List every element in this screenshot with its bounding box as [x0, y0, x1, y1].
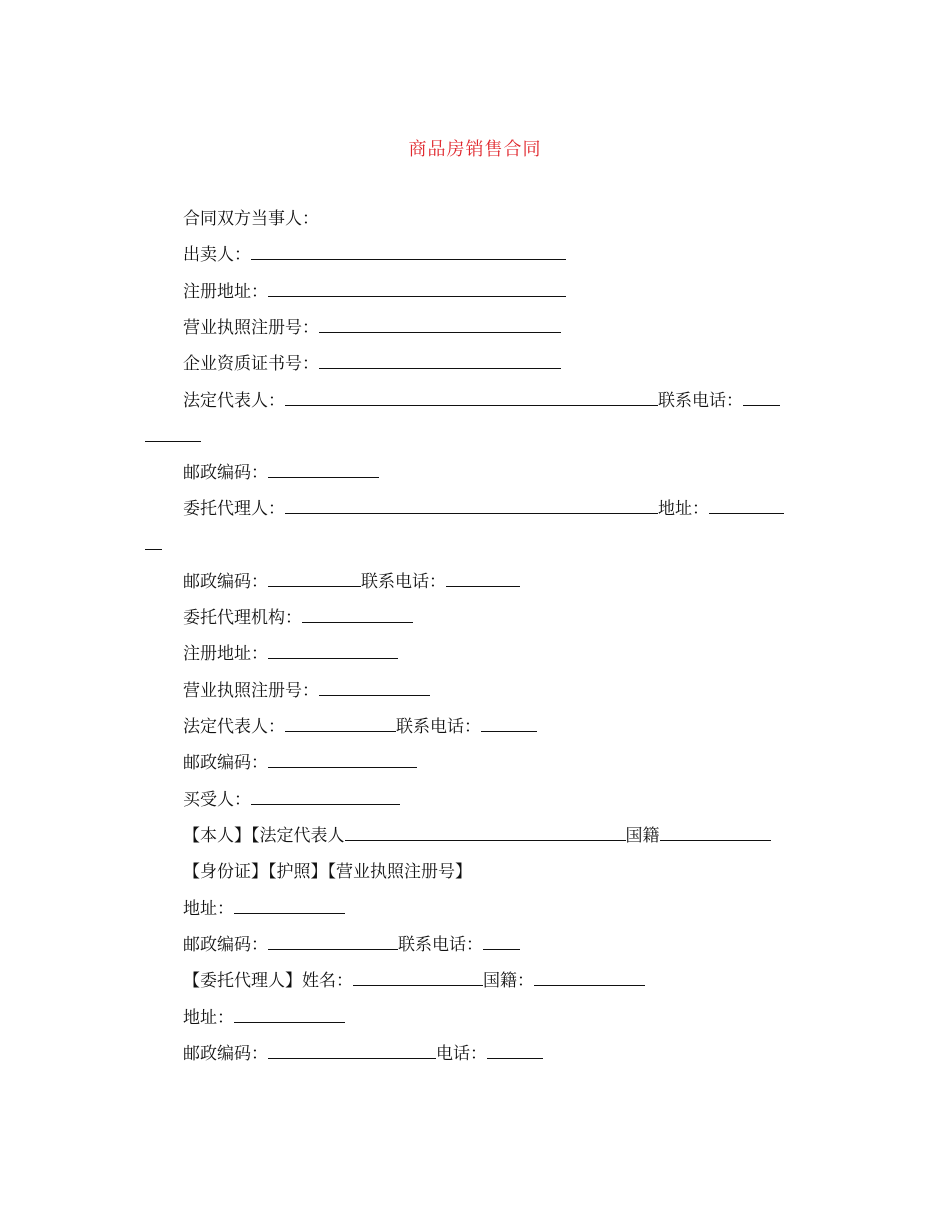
seller-legal-rep-blank[interactable]: [285, 389, 658, 406]
buyer-agent-name-blank[interactable]: [353, 969, 483, 986]
agency-license-blank[interactable]: [319, 679, 430, 696]
seller-phone-blank[interactable]: [743, 389, 780, 406]
agency-postcode-blank[interactable]: [268, 751, 417, 768]
agency-legal-rep-line: 法定代表人： 联系电话：: [183, 715, 537, 739]
buyer-postcode-line: 邮政编码： 联系电话：: [183, 933, 520, 957]
buyer-agent-nationality-blank[interactable]: [534, 969, 645, 986]
buyer-address-line: 地址：: [183, 897, 345, 921]
seller-agent-address-continuation: [145, 533, 162, 557]
agency-legal-rep-blank[interactable]: [285, 715, 396, 732]
seller-agent-blank[interactable]: [285, 497, 658, 514]
buyer-identity-line: 【本人】【法定代表人 国籍: [183, 824, 771, 848]
seller-agent-postcode-blank[interactable]: [268, 570, 361, 587]
parties-heading: 合同双方当事人：: [183, 209, 319, 229]
seller-address-blank[interactable]: [268, 280, 566, 297]
seller-license-blank[interactable]: [319, 316, 561, 333]
agency-address-blank[interactable]: [268, 642, 398, 659]
seller-blank[interactable]: [251, 243, 566, 260]
buyer-agent-phone-blank[interactable]: [487, 1042, 543, 1059]
seller-agent-line: 委托代理人： 地址：: [183, 497, 784, 521]
seller-phone-continuation: [145, 425, 201, 449]
buyer-agent-postcode-blank[interactable]: [268, 1042, 436, 1059]
seller-agent-postcode-line: 邮政编码： 联系电话：: [183, 570, 520, 594]
seller-postcode-line: 邮政编码：: [183, 461, 379, 485]
buyer-agent-address-line: 地址：: [183, 1006, 345, 1030]
seller-legal-rep-line: 法定代表人： 联系电话：: [183, 389, 780, 413]
agency-blank[interactable]: [302, 606, 413, 623]
seller-license-line: 营业执照注册号：: [183, 316, 561, 340]
seller-agent-address-blank[interactable]: [709, 497, 784, 514]
document-title: 商品房销售合同: [408, 139, 542, 160]
buyer-nationality-blank[interactable]: [660, 824, 771, 841]
agency-address-line: 注册地址：: [183, 642, 398, 666]
buyer-phone-blank[interactable]: [483, 933, 520, 950]
seller-qualification-blank[interactable]: [319, 352, 561, 369]
seller-line: 出卖人：: [183, 243, 566, 267]
agency-postcode-line: 邮政编码：: [183, 751, 417, 775]
buyer-postcode-blank[interactable]: [268, 933, 398, 950]
buyer-agent-line: 【委托代理人】姓名： 国籍：: [183, 969, 645, 993]
seller-postcode-blank[interactable]: [268, 461, 379, 478]
seller-phone-blank-cont[interactable]: [145, 425, 201, 442]
agency-phone-blank[interactable]: [481, 715, 537, 732]
agency-line: 委托代理机构：: [183, 606, 413, 630]
buyer-id-type-line: 【身份证】【护照】【营业执照注册号】: [183, 862, 472, 882]
seller-qualification-line: 企业资质证书号：: [183, 352, 561, 376]
buyer-identity-blank[interactable]: [345, 824, 626, 841]
buyer-address-blank[interactable]: [234, 897, 345, 914]
buyer-blank[interactable]: [251, 788, 400, 805]
agency-license-line: 营业执照注册号：: [183, 679, 430, 703]
seller-address-line: 注册地址：: [183, 280, 566, 304]
buyer-line: 买受人：: [183, 788, 400, 812]
seller-agent-address-blank-cont[interactable]: [145, 533, 162, 550]
buyer-agent-postcode-line: 邮政编码： 电话：: [183, 1042, 543, 1066]
seller-agent-phone-blank[interactable]: [446, 570, 520, 587]
buyer-agent-address-blank[interactable]: [234, 1006, 345, 1023]
